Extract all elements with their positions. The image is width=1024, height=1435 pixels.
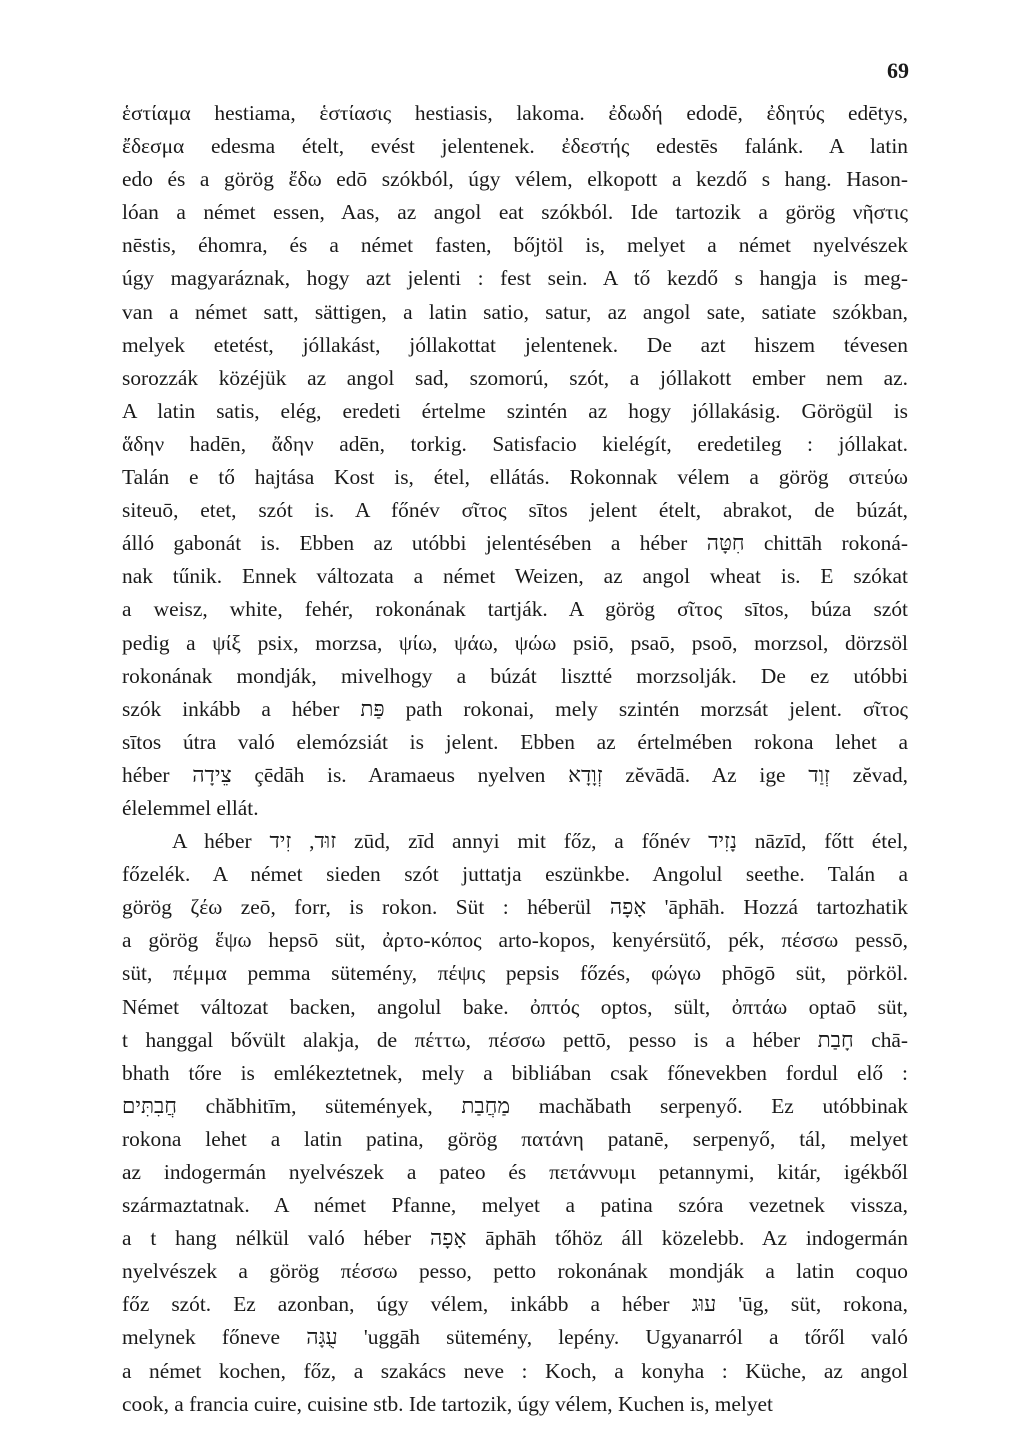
text-line: nak tűnik. Ennek változata a német Weizen, az angol wheat is. E szókat [122, 564, 908, 589]
page-number: 69 [887, 58, 909, 83]
text-line: héber צֵידָה çēdāh is. Aramaeus nyelven זְוָדָא zĕvādā. Az ige זְוַד zĕvad, [122, 762, 908, 787]
text-line: lóan a német essen, Aas, az angol eat szókból. Ide tartozik a görög νῆστις [122, 200, 908, 225]
text-line: melynek főneve עֻגָּה 'uggāh sütemény, lepény. Ugyanarról a tőről való [122, 1325, 908, 1350]
text-line: élelemmel ellát. [122, 795, 259, 820]
text-line: siteuō, etet, szót is. A főnév σῖτος sītos jelent ételt, abrakot, de búzát, [122, 498, 908, 523]
text-line: A héber זוּד, זִיד zūd, zīd annyi mit főz, a főnév נָזִיד nāzīd, főtt étel, [172, 829, 908, 854]
text-line: görög ζέω zeō, forr, is rokon. Süt : héberül אָפָה 'āphāh. Hozzá tartozhatik [122, 895, 908, 920]
text-line: süt, πέμμα pemma sütemény, πέψις pepsis főzés, φώγω phōgō süt, pörköl. [122, 961, 908, 986]
text-line: חֲבִתִּים chăbhitīm, sütemények, מַחֲבַת machăbath serpenyő. Ez utóbbinak [122, 1093, 908, 1118]
text-line: edo és a görög ἔδω edō szókból, úgy vélem, elkopott a kezdő s hang. Hason- [122, 167, 908, 192]
text-line: nēstis, éhomra, és a német fasten, bőjtöl is, melyet a német nyelvészek [122, 233, 908, 258]
text-line: a weisz, white, fehér, rokonának tartják. A görög σῖτος sītos, búza szót [122, 597, 908, 622]
text-line: Német változat backen, angolul bake. ὀπτός optos, sült, ὀπτάω optaō süt, [122, 994, 908, 1019]
text-line: nyelvészek a görög πέσσω pesso, petto rokonának mondják a latin coquo [122, 1259, 908, 1284]
text-line: pedig a ψίξ psix, morzsa, ψίω, ψάω, ψώω psiō, psaō, psoō, morzsol, dörzsöl [122, 630, 908, 655]
text-line: Talán e tő hajtása Kost is, étel, ellátás. Rokonnak vélem a görög σιτεύω [122, 465, 908, 490]
text-line: t hanggal bővült alakja, de πέττω, πέσσω pettō, pesso is a héber חָבַת chā- [122, 1027, 908, 1052]
text-line: álló gabonát is. Ebben az utóbbi jelentésében a héber חִטָּה chittāh rokoná- [122, 531, 908, 556]
text-line: ἔδεσμα edesma ételt, evést jelentenek. ἐδεστής edestēs falánk. A latin [122, 134, 908, 159]
text-line: sorozzák közéjük az angol sad, szomorú, szót, a jóllakott ember nem az. [122, 365, 908, 390]
text-line: rokona lehet a latin patina, görög πατάνη patanē, serpenyő, tál, melyet [122, 1126, 908, 1151]
text-line: főzelék. A német sieden szót juttatja eszünkbe. Angolul seethe. Talán a [122, 862, 908, 887]
text-line: A latin satis, elég, eredeti értelme szintén az hogy jóllakásig. Görögül is [122, 398, 908, 423]
text-line: főz szót. Ez azonban, úgy vélem, inkább a héber עוּג 'ūg, süt, rokona, [122, 1292, 908, 1317]
text-line: úgy magyaráznak, hogy azt jelenti : fest sein. A tő kezdő s hangja is meg- [122, 266, 908, 291]
text-line: ἑστίαμα hestiama, ἑστίασις hestiasis, lakoma. ἐδωδή edodē, ἐδητύς edētys, [122, 101, 908, 125]
text-line: bhath tőre is emlékeztetnek, mely a bibliában csak főnevekben fordul elő : [122, 1060, 908, 1085]
page-body-text [122, 97, 908, 1421]
text-line: származtatnak. A német Pfanne, melyet a patina szóra vezetnek vissza, [122, 1193, 908, 1218]
text-line: sītos útra való elemózsiát is jelent. Ebben az értelmében rokona lehet a [122, 729, 908, 754]
text-line: a görög ἕψω hepsō süt, ἀρτο-κόπος arto-kopos, kenyérsütő, pék, πέσσω pessō, [122, 928, 908, 953]
text-line: cook, a francia cuire, cuisine stb. Ide tartozik, úgy vélem, Kuchen is, melyet [122, 1391, 773, 1416]
text-line: ἅδην hadēn, ἄδην adēn, torkig. Satisfacio kielégít, eredetileg : jóllakat. [122, 431, 908, 456]
text-line: a német kochen, főz, a szakács neve : Koch, a konyha : Küche, az angol [122, 1358, 908, 1383]
text-line: melyek etetést, jóllakást, jóllakottat jelentenek. De azt hiszem tévesen [122, 332, 908, 357]
text-line: van a német satt, sättigen, a latin satio, satur, az angol sate, satiate szókban, [122, 299, 908, 324]
text-line: az indogermán nyelvészek a pateo és πετάννυμι petannymi, kitár, igékből [122, 1160, 908, 1184]
text-line: szók inkább a héber פַּת path rokonai, mely szintén morzsát jelent. σῖτος [122, 696, 908, 721]
text-line: rokonának mondják, mivelhogy a búzát lisztté morzsolják. De ez utóbbi [122, 663, 908, 688]
text-line: a t hang nélkül való héber אָפָה āphāh tőhöz áll közelebb. Az indogermán [122, 1226, 908, 1251]
